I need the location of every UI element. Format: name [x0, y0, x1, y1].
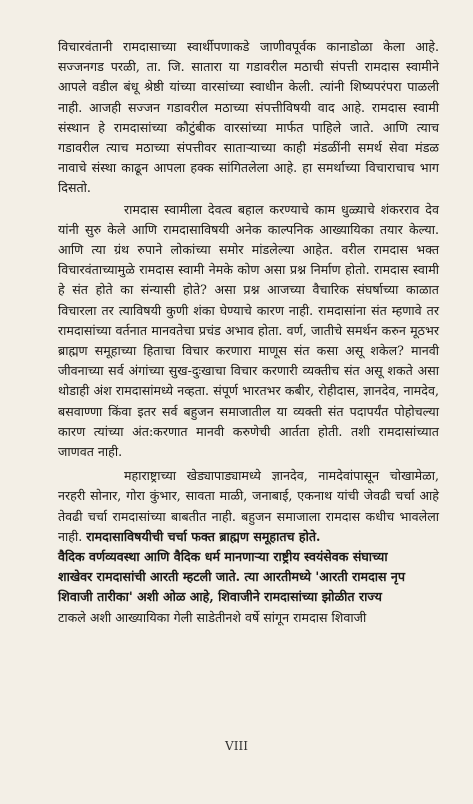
bold-line-1: वैदिक वर्णव्यवस्था आणि वैदिक धर्म मानणाऱ्या राष्ट्रीय स्वयंसेवक संघाच्या — [58, 549, 388, 565]
bold-line-2: शाखेवर रामदासांची आरती म्हटली जाते. त्या आरतीमध्ये 'आरती रामदास नृप — [58, 569, 406, 585]
page-number: VIII — [225, 739, 248, 753]
paragraph-2: रामदास स्वामीला देवत्व बहाल करण्याचे काम धुळ्याचे शंकरराव देव यांनी सुरु केले आणि रामदासाविषयी अनेक काल्पनिक आख्यायिका तयार केल्या. आणि त्या ग्रंथ रुपाने लोकांच्या समोर मांडलेल्या आहेत. वरील रामदास भक्त विचारवंताच्यामुळे रामदास स्वामी नेमके कोण असा प्रश्न निर्माण होतो. रामदास स्वामी हे संत होते का संन्यासी होते? असा प्रश्न आजच्या वैचारिक संघर्षाच्या काळात विचारला तर त्याविषयी कुणी शंका घेण्याचे कारण नाही. रामदासांना संत म्हणावे तर रामदासांच्या वर्तनात मानवतेचा प्रचंड अभाव होता. वर्ण, जातीचे समर्थन करुन मूठभर ब्राह्मण समूहाच्या हिताचा विचार करणारा माणूस संत कसा असू शकेल? मानवी जीवनाच्या सर्व अंगांच्या सुख-दुःखाचा विचार करणारी व्यक्तीच संत असू शकते असा थोडाही अंश रामदासांमध्ये नव्हता. संपूर्ण भारतभर कबीर, रोहीदास, ज्ञानदेव, नामदेव, बसवाण्णा किंवा इतर सर्व बहुजन समाजातील या व्यक्ती संत पदापर्यंत पोहोचल्या कारण त्यांच्या अंत:करणात मानवी करुणेची आर्तता होती. तशी रामदासांच्यात जाणवत नाही. — [58, 201, 439, 460]
last-line: टाकले अशी आख्यायिका गेली साडेतीनशे वर्षे सांगून रामदास शिवाजी — [58, 609, 367, 625]
paragraph-3 — [58, 466, 439, 547]
paragraph-1: विचारवंतानी रामदासाच्या स्वार्थीपणाकडे जाणीवपूर्वक कानाडोळा केला आहे. सज्जनगड परळी, ता. जि. सातारा या गडावरील मठाची संपत्ती रामदास स्वामीने आपले वडील बंधू श्रेष्ठी यांच्या वारसांच्या स्वाधीन केली. त्यांनी शिष्यपरंपरा पाळली नाही. आजही सज्जन गडावरील मठाच्या संपत्तीविषयी वाद आहे. रामदास स्वामी संस्थान हे रामदासांच्या कौटुंबीक वारसांच्या मार्फत पाहिले जाते. आणि त्याच गडावरील त्याच मठाच्या संपत्तीवर साताऱ्याच्या काही मंडळींनी समर्थ सेवा मंडळ नावाचे संस्था काढून आपला हक्क सांगितलेला आहे. हा समर्थाच्या विचाराचाच भाग दिसतो. — [58, 39, 439, 196]
bold-line-3: शिवाजी तारीका' अशी ओळ आहे, शिवाजीने रामदासांच्या झोळीत राज्य — [58, 589, 382, 605]
paragraph-3-text: महाराष्ट्राच्या खेड्यापाड्यामध्ये ज्ञानदेव, नामदेवांपासून चोखामेळा, नरहरी सोनार, गोरा कुंभार, सावता माळी, जनाबाई, एकनाथ यांची जेवढी चर्चा आहे तेवढी चर्चा रामदासांच्या बाबतीत नाही. बहुजन समाजाला रामदास कधीच भावलेला नाही. — [58, 468, 439, 544]
bold-sentence: रामदासाविषयीची चर्चा फक्त ब्राह्मण समूहातच होते. — [86, 528, 321, 544]
